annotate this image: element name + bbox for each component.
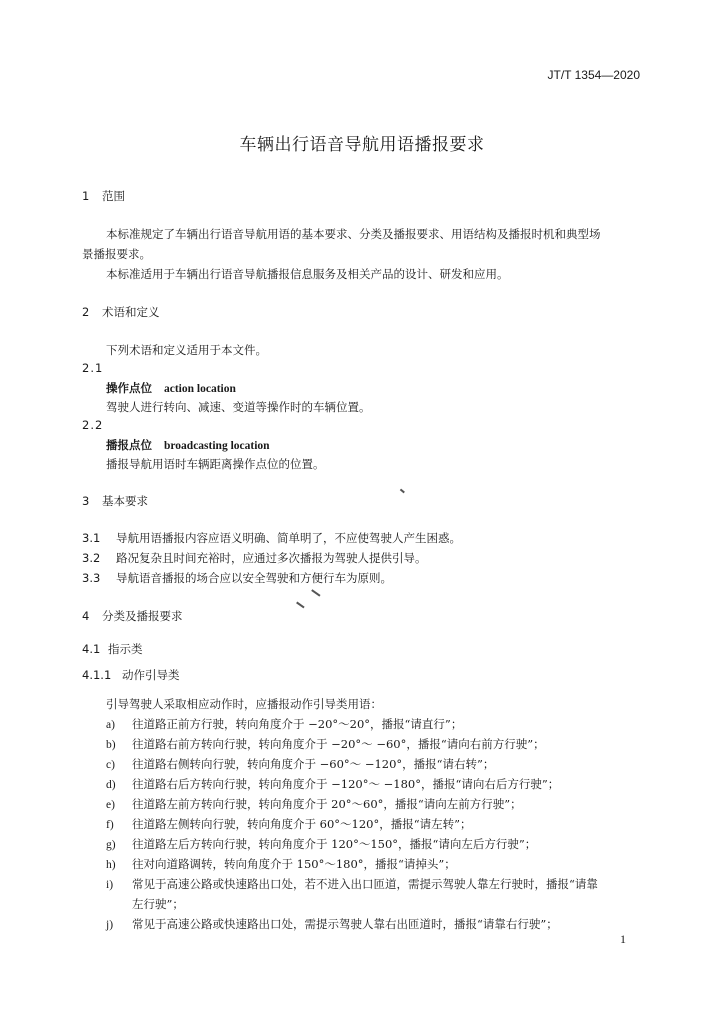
list-label: a): [106, 719, 115, 731]
section-number: 2: [82, 305, 90, 319]
section-number: 1: [82, 189, 90, 203]
scan-speck: [296, 602, 304, 608]
page-number: 1: [620, 932, 626, 946]
clause-3-2: [82, 550, 427, 566]
list-label: i): [106, 879, 114, 891]
subsection-title: 动作引导类: [122, 668, 180, 682]
list-label: f): [106, 819, 114, 831]
list-text: 往道路右侧转向行驶，转向角度介于 −60°～ −120°，播报“请右转”；: [132, 757, 495, 771]
scope-paragraph-2: 本标准适用于车辆出行语音导航播报信息服务及相关产品的设计、研发和应用。: [106, 267, 509, 281]
list-text: 往道路左侧转向行驶，转向角度介于 60°～120°，播报“请左转”；: [132, 817, 472, 831]
scope-paragraph-1-line-2: 景播报要求。: [82, 247, 151, 261]
list-item: [106, 876, 598, 892]
list-item-continuation: 左行驶”；: [132, 897, 184, 911]
action-guidance-intro: 引导驾驶人采取相应动作时，应播报动作引导类用语：: [106, 697, 382, 711]
list-label: g): [106, 839, 116, 851]
subsection-4-1-1-heading: [82, 667, 180, 683]
section-1-heading: [82, 188, 125, 204]
subsection-title: 指示类: [108, 642, 143, 656]
section-number: 3: [82, 494, 90, 508]
list-item: [106, 796, 522, 812]
section-2-heading: [82, 304, 160, 320]
list-item: [106, 916, 558, 932]
section-number: 4: [82, 609, 90, 623]
scan-speck: [311, 589, 320, 596]
subsection-number: 4.1: [82, 642, 101, 656]
clause-number: 3.3: [82, 571, 101, 585]
list-text: 往道路左前方转向行驶，转向角度介于 20°～60°，播报“请向左前方行驶”；: [132, 797, 522, 811]
list-item: [106, 816, 472, 832]
list-item: [106, 776, 559, 792]
term-en: action location: [164, 383, 236, 395]
list-text: 往对向道路调转，转向角度介于 150°～180°，播报“请掉头”；: [132, 857, 456, 871]
section-title: 分类及播报要求: [102, 609, 183, 623]
list-text: 常见于高速公路或快速路出口处，若不进入出口匝道，需提示驾驶人靠左行驶时，播报“请靠: [132, 877, 598, 891]
list-text: 往道路左后方转向行驶，转向角度介于 120°～150°，播报“请向左后方行驶”；: [132, 837, 537, 851]
section-4-heading: [82, 608, 183, 624]
clause-3-3: [82, 570, 392, 586]
subsection-4-1-heading: [82, 641, 143, 657]
list-label: c): [106, 759, 115, 771]
list-text: 往道路右后方转向行驶，转向角度介于 −120°～ −180°，播报“请向右后方行驶”；: [132, 777, 560, 791]
list-text: 往道路正前方行驶，转向角度介于 −20°～20°，播报“请直行”；: [132, 717, 463, 731]
clause-text: 路况复杂且时间充裕时，应通过多次播报为驾驶人提供引导。: [116, 551, 427, 565]
section-title: 范围: [102, 189, 125, 203]
clause-3-1: [82, 530, 461, 546]
document-title: 车辆出行语音导航用语播报要求: [239, 135, 485, 155]
list-label: b): [106, 739, 116, 751]
clause-number: 3.1: [82, 531, 101, 545]
scan-speck: [400, 489, 405, 493]
term-definition: 播报导航用语时车辆距离操作点位的位置。: [106, 457, 325, 471]
list-item: [106, 836, 536, 852]
section-3-heading: [82, 493, 148, 509]
term-zh: 操作点位: [106, 381, 152, 395]
list-label: d): [106, 779, 116, 791]
subsection-number: 4.1.1: [82, 668, 112, 682]
list-item: [106, 736, 545, 752]
clause-text: 导航用语播报内容应语义明确、简单明了，不应使驾驶人产生困惑。: [116, 531, 461, 545]
term-number: 2.2: [82, 418, 104, 432]
list-text: 往道路右前方转向行驶，转向角度介于 −20°～ −60°，播报“请向右前方行驶”；: [132, 737, 545, 751]
list-item: [106, 716, 462, 732]
term-en: broadcasting location: [164, 440, 270, 452]
term-zh: 播报点位: [106, 438, 152, 452]
clause-text: 导航语音播报的场合应以安全驾驶和方便行车为原则。: [116, 571, 392, 585]
scope-paragraph-1-line-1: 本标准规定了车辆出行语音导航用语的基本要求、分类及播报要求、用语结构及播报时机和典型场: [106, 227, 601, 241]
list-label: h): [106, 859, 116, 871]
section-title: 术语和定义: [102, 305, 160, 319]
section-title: 基本要求: [102, 494, 148, 508]
term-name: [106, 437, 270, 453]
list-item: [106, 756, 494, 772]
term-number: 2.1: [82, 361, 104, 375]
term-definition: 驾驶人进行转向、减速、变道等操作时的车辆位置。: [106, 400, 371, 414]
clause-number: 3.2: [82, 551, 101, 565]
list-item: [106, 856, 456, 872]
list-label: j): [106, 919, 114, 931]
standard-number: JT/T 1354—2020: [547, 68, 640, 82]
list-text: 常见于高速公路或快速路出口处，需提示驾驶人靠右出匝道时，播报“请靠右行驶”；: [132, 917, 558, 931]
list-label: e): [106, 799, 115, 811]
terms-intro: 下列术语和定义适用于本文件。: [106, 343, 267, 357]
term-name: [106, 380, 236, 396]
